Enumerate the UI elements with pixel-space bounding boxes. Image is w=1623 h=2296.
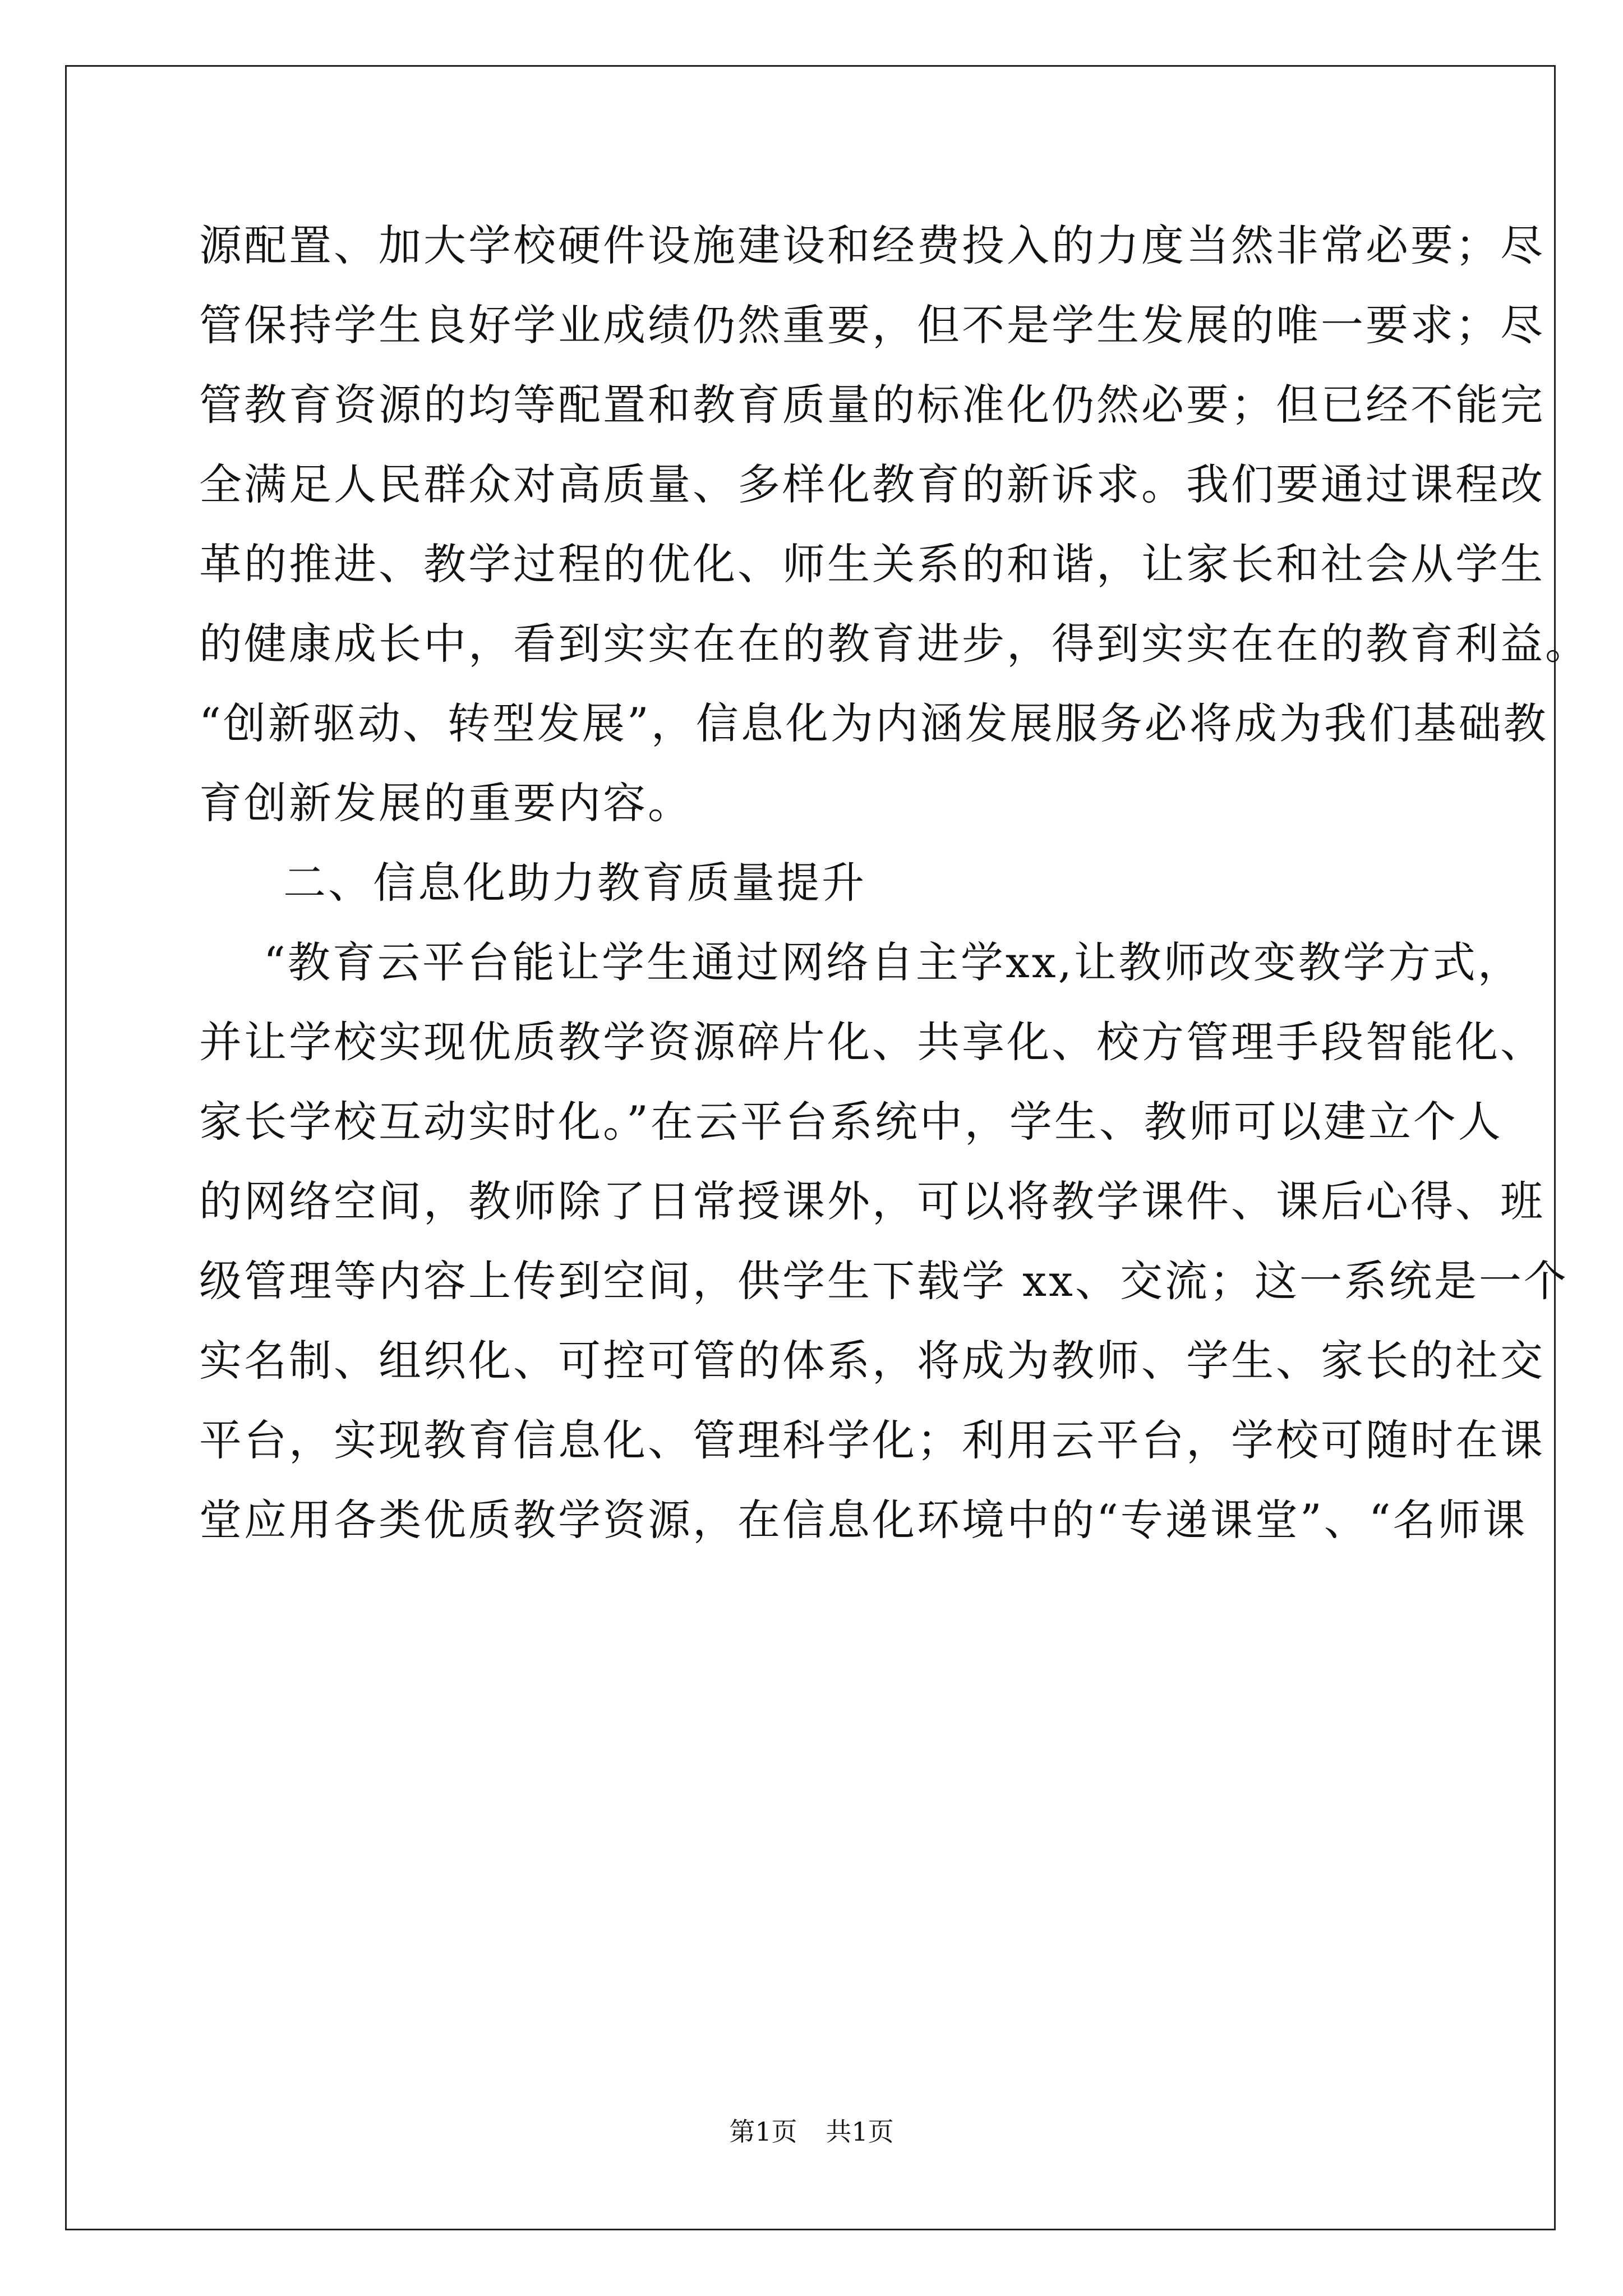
- text-line: 管保持学生良好学业成绩仍然重要，但不是学生发展的唯一要求；尽: [199, 300, 1545, 350]
- text-line: “教育云平台能让学生通过网络自主学xx,让教师改变教学方式，: [264, 937, 1523, 987]
- text-line: 的网络空间，教师除了日常授课外，可以将教学课件、课后心得、班: [199, 1176, 1545, 1226]
- text-line: 家长学校互动实时化。”在云平台系统中，学生、教师可以建立个人: [199, 1097, 1503, 1147]
- text-line: 的健康成长中，看到实实在在的教育进步，得到实实在在的教育利益。: [199, 619, 1590, 669]
- text-line: “创新驱动、转型发展”，信息化为内涵发展服务必将成为我们基础教: [199, 698, 1548, 748]
- text-line: 实名制、组织化、可控可管的体系，将成为教师、学生、家长的社交: [199, 1336, 1545, 1386]
- text-line: 并让学校实现优质教学资源碎片化、共享化、校方管理手段智能化、: [199, 1017, 1545, 1067]
- text-line: 管教育资源的均等配置和教育质量的标准化仍然必要；但已经不能完: [199, 380, 1545, 430]
- text-line: 全满足人民群众对高质量、多样化教育的新诉求。我们要通过课程改: [199, 459, 1545, 509]
- page-number: 第1页: [729, 2116, 797, 2147]
- section-heading: 二、信息化助力教育质量提升: [283, 858, 866, 908]
- text-line: 级管理等内容上传到空间，供学生下载学 xx、交流；这一系统是一个: [199, 1256, 1569, 1306]
- text-line: 源配置、加大学校硬件设施建设和经费投入的力度当然非常必要；尽: [199, 220, 1545, 270]
- text-line: 革的推进、教学过程的优化、师生关系的和谐，让家长和社会从学生: [199, 539, 1545, 589]
- page-total: 共1页: [826, 2116, 894, 2147]
- page-footer: [0, 2115, 1623, 2148]
- text-line: 育创新发展的重要内容。: [199, 778, 693, 828]
- text-line: 平台，实现教育信息化、管理科学化；利用云平台，学校可随时在课: [199, 1415, 1545, 1465]
- text-line: 堂应用各类优质教学资源，在信息化环境中的“专递课堂”、“名师课: [199, 1495, 1528, 1545]
